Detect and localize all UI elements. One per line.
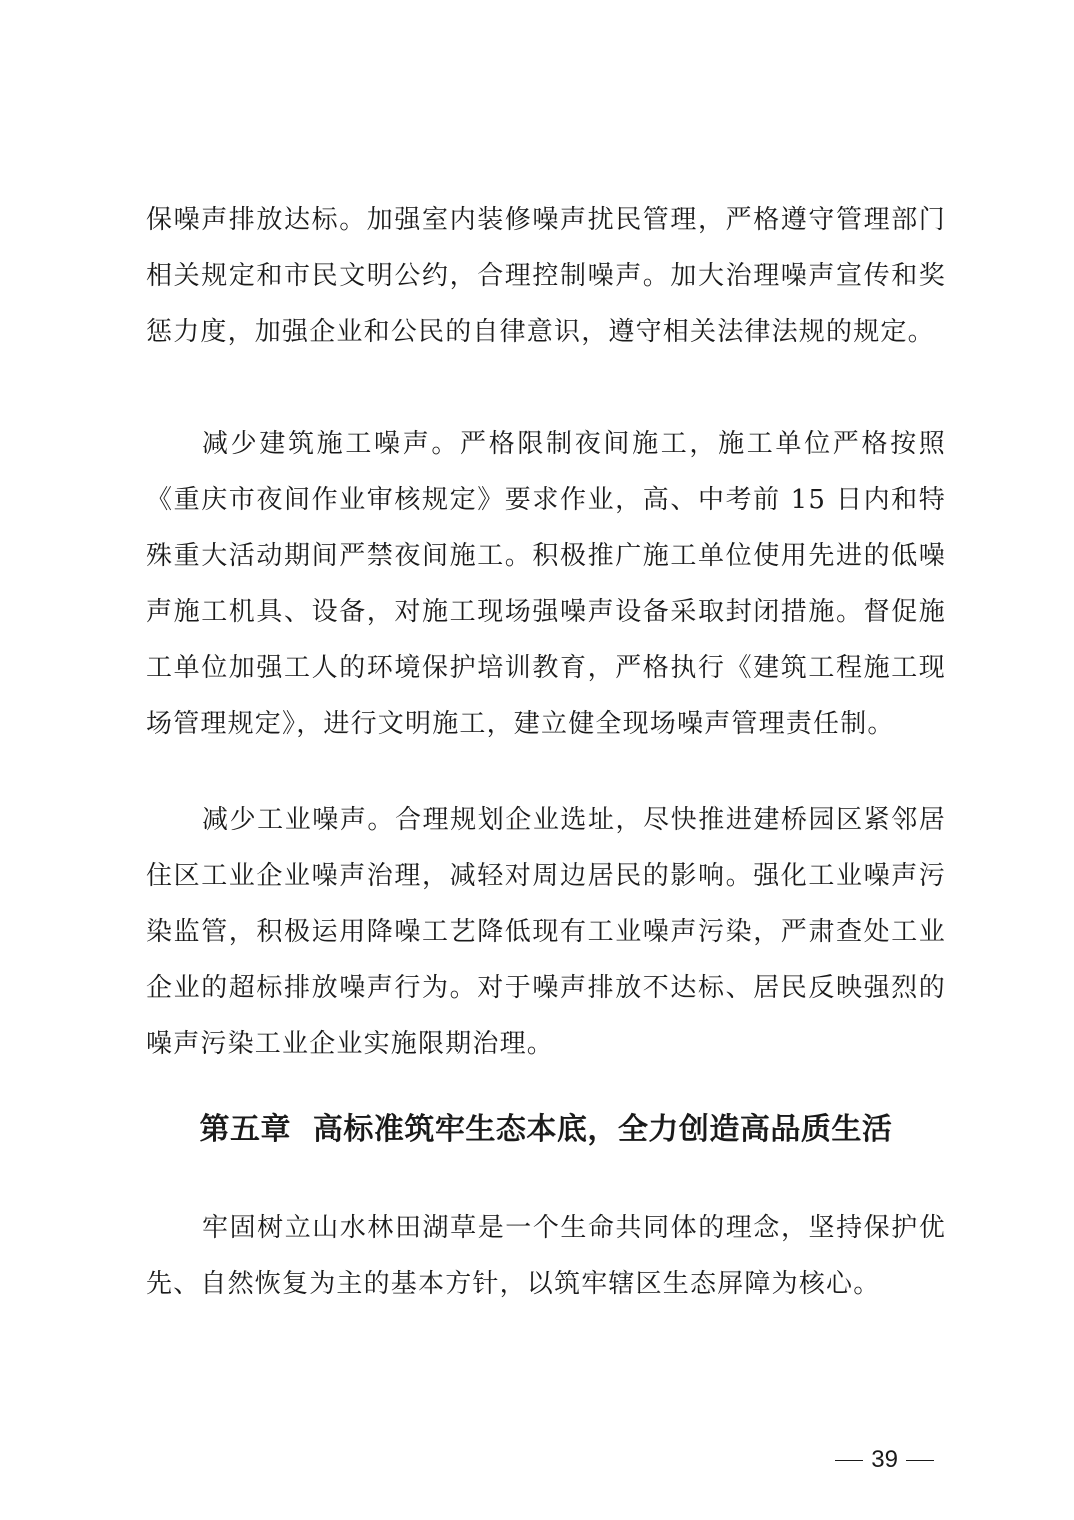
chapter-heading: 第五章 高标准筑牢生态本底，全力创造高品质生活 bbox=[199, 1112, 893, 1147]
paragraph-ecology-intro: 牢固树立山水林田湖草是一个生命共同体的理念，坚持保护优先、自然恢复为主的基本方针，以筑牢辖区生态屏障为核心。 bbox=[146, 1213, 946, 1299]
page-number-value: 39 bbox=[871, 1446, 898, 1473]
paragraph-lead-industrial-noise: 减少工业噪声 bbox=[202, 805, 368, 835]
paragraph-industrial-noise bbox=[146, 792, 946, 1072]
paragraph-construction-noise bbox=[146, 416, 946, 752]
page-number bbox=[827, 1440, 942, 1480]
paragraph-lead-construction-noise: 减少建筑施工噪声 bbox=[202, 429, 432, 459]
page-number-dash-left bbox=[835, 1460, 863, 1461]
page-number-dash-right bbox=[906, 1460, 934, 1461]
paragraph-body-industrial-noise: 。合理规划企业选址，尽快推进建桥园区紧邻居住区工业企业噪声治理，减轻对周边居民的影响。强化工业噪声污染监管，积极运用降噪工艺降低现有工业噪声污染，严肃查处工业企业的超标排放噪声行为。对于噪声排放不达标、居民反映强烈的噪声污染工业企业实施限期治理。 bbox=[146, 805, 947, 1059]
paragraph-body-construction-noise: 。严格限制夜间施工，施工单位严格按照《重庆市夜间作业审核规定》要求作业，高、中考前 15 日内和特殊重大活动期间严禁夜间施工。积极推广施工单位使用先进的低噪声施工机具、设备，对施工现场强噪声设备采取封闭措施。督促施工单位加强工人的环境保护培训教育，严格执行《建筑工程施工现场管理规定》，进行文明施工，建立健全现场噪声管理责任制。 bbox=[146, 429, 946, 739]
paragraph-noise-control: 保噪声排放达标。加强室内装修噪声扰民管理，严格遵守管理部门相关规定和市民文明公约，合理控制噪声。加大治理噪声宣传和奖惩力度，加强企业和公民的自律意识，遵守相关法律法规的规定。 bbox=[146, 205, 946, 347]
